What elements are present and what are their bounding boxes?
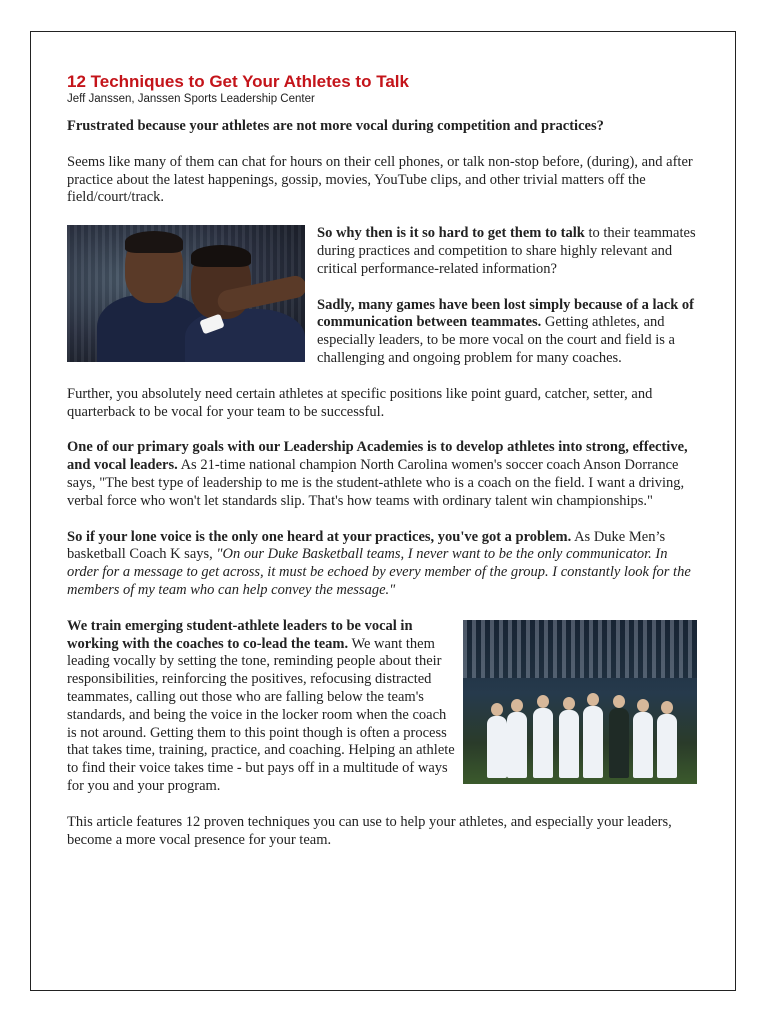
- lone-voice-paragraph: [67, 529, 697, 600]
- basketball-players-photo: [67, 225, 305, 362]
- photo-row-soccer: [67, 618, 697, 796]
- closing-paragraph: This article features 12 proven techniques you can use to help your athletes, and especially your leaders, become a more vocal presence for your team.: [67, 813, 672, 848]
- article: [67, 72, 697, 867]
- train-leaders-text: We want them leading vocally by setting the tone, reminding people about their responsibilities, reinforcing the positives, refocusing distracted teammates, calling out those who are falling below the team's standards, and being the voice in the locker room when the coach is not around. Getting them to this point though is often a process that takes time, training, practice, and coaching. Helping an athlete to find their voice takes time - but pays off in a multitude of ways for you and your program.: [67, 635, 455, 794]
- soccer-team-huddle-photo: [463, 620, 697, 784]
- lone-voice-bold: So if your lone voice is the only one heard at your practices, you've got a problem.: [67, 528, 572, 545]
- photo-side-text: [317, 225, 697, 368]
- goals-text: As 21-time national champion North Carolina women's soccer coach Anson Dorrance says, "The best type of leadership to me is the student-athlete who is a coach on the field. I want a driving, verbal force who won't let standards slip. That's how teams with ordinary talent win championships.": [67, 457, 685, 509]
- goals-bold: One of our primary goals with our Leadership Academies is to develop athletes into strong, effective, and vocal leaders.: [67, 439, 688, 474]
- article-title: 12 Techniques to Get Your Athletes to Talk: [67, 72, 409, 91]
- lone-voice-text: As Duke Men’s basketball Coach K says,: [67, 528, 666, 563]
- lead-question: Frustrated because your athletes are not more vocal during competition and practices?: [67, 118, 604, 134]
- games-lost-paragraph: [317, 297, 697, 368]
- why-hard-bold: So why then is it so hard to get them to talk: [317, 225, 585, 242]
- games-lost-bold: Sadly, many games have been lost simply because of a lack of communication between teammates.: [317, 296, 695, 331]
- games-lost-text: Getting athletes, and especially leaders, to be more vocal on the court and field is a challenging and ongoing problem for many coaches.: [317, 314, 675, 366]
- why-hard-text: to their teammates during practices and competition to share highly relevant and critical performance-related information?: [317, 225, 696, 277]
- coach-k-quote: "On our Duke Basketball teams, I never want to be the only communicator. In order for a message to get across, it must be echoed by every member of the group. I constantly look for the members of my team who can help convey the message.": [67, 546, 691, 598]
- goals-paragraph: [67, 439, 697, 510]
- intro-paragraph: Seems like many of them can chat for hours on their cell phones, or talk non-stop before, (during), and after practice about the latest happenings, gossip, movies, YouTube clips, and other trivial matters off the field/court/track.: [67, 153, 693, 206]
- why-hard-paragraph: [317, 225, 697, 278]
- train-leaders-bold: We train emerging student-athlete leaders to be vocal in working with the coaches to co-lead the team.: [67, 617, 413, 652]
- positions-paragraph: Further, you absolutely need certain athletes at specific positions like point guard, catcher, setter, and quarterback to be vocal for your team to be successful.: [67, 385, 653, 420]
- photo-row-basketball: [67, 225, 697, 368]
- article-byline: Jeff Janssen, Janssen Sports Leadership Center: [67, 93, 315, 105]
- train-leaders-paragraph: [67, 618, 455, 796]
